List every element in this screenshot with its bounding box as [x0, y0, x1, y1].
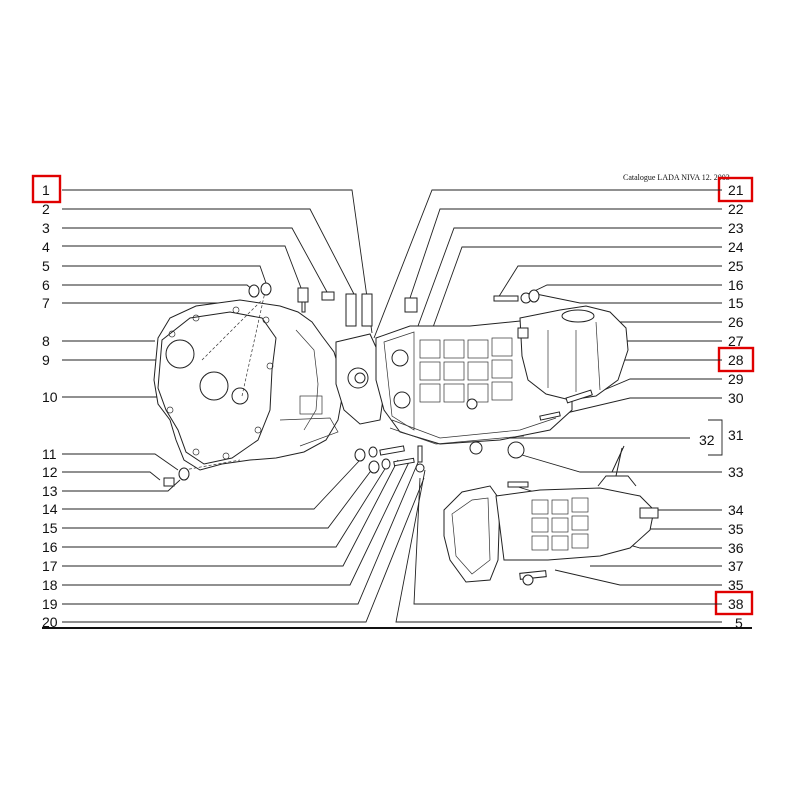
callout-label: 5: [735, 615, 743, 631]
callout-label: 24: [728, 239, 744, 255]
callout-label: 2: [42, 201, 50, 217]
callout-label: 19: [42, 596, 58, 612]
callout-label: 34: [728, 502, 744, 518]
callout-label: 15: [728, 295, 744, 311]
callout-label: 3: [42, 220, 50, 236]
callout-label: 18: [42, 577, 58, 593]
callout-label: 28: [728, 352, 744, 368]
assembled-gearbox: [444, 448, 658, 585]
left-callouts: [42, 182, 58, 630]
callout-label: 27: [728, 333, 744, 349]
callout-label: 17: [42, 558, 58, 574]
callout-label: 23: [728, 220, 744, 236]
callout-label: 37: [728, 558, 744, 574]
callout-label: 31: [728, 427, 744, 443]
callout-label: 22: [728, 201, 744, 217]
callout-label: 9: [42, 352, 50, 368]
lower-fasteners: [355, 446, 424, 473]
callout-label: 35: [728, 521, 744, 537]
callout-label: 35: [728, 577, 744, 593]
callout-label: 33: [728, 464, 744, 480]
callout-label: 16: [728, 277, 744, 293]
callout-label: 13: [42, 483, 58, 499]
callout-label: 15: [42, 520, 58, 536]
callout-label: 32: [699, 432, 715, 448]
callout-label: 12: [42, 464, 58, 480]
callout-label: 29: [728, 371, 744, 387]
callout-label: 20: [42, 614, 58, 630]
clutch-housing: [154, 292, 342, 470]
callout-label: 6: [42, 277, 50, 293]
callout-label: 5: [42, 258, 50, 274]
callout-label: 14: [42, 501, 58, 517]
callout-label: 25: [728, 258, 744, 274]
callout-label: 21: [728, 182, 744, 198]
callout-label: 11: [42, 446, 57, 462]
catalogue-header: Catalogue LADA NIVA 12. 2003: [623, 173, 730, 182]
callout-label: 8: [42, 333, 50, 349]
callout-label: 10: [42, 389, 58, 405]
callout-label: 38: [728, 596, 744, 612]
callout-label: 36: [728, 540, 744, 556]
callout-label: 1: [42, 182, 50, 198]
right-callouts: [699, 182, 744, 631]
callout-label: 4: [42, 239, 50, 255]
callout-label: 7: [42, 295, 50, 311]
callout-label: 16: [42, 539, 58, 555]
callout-label: 30: [728, 390, 744, 406]
callout-label: 26: [728, 314, 744, 330]
